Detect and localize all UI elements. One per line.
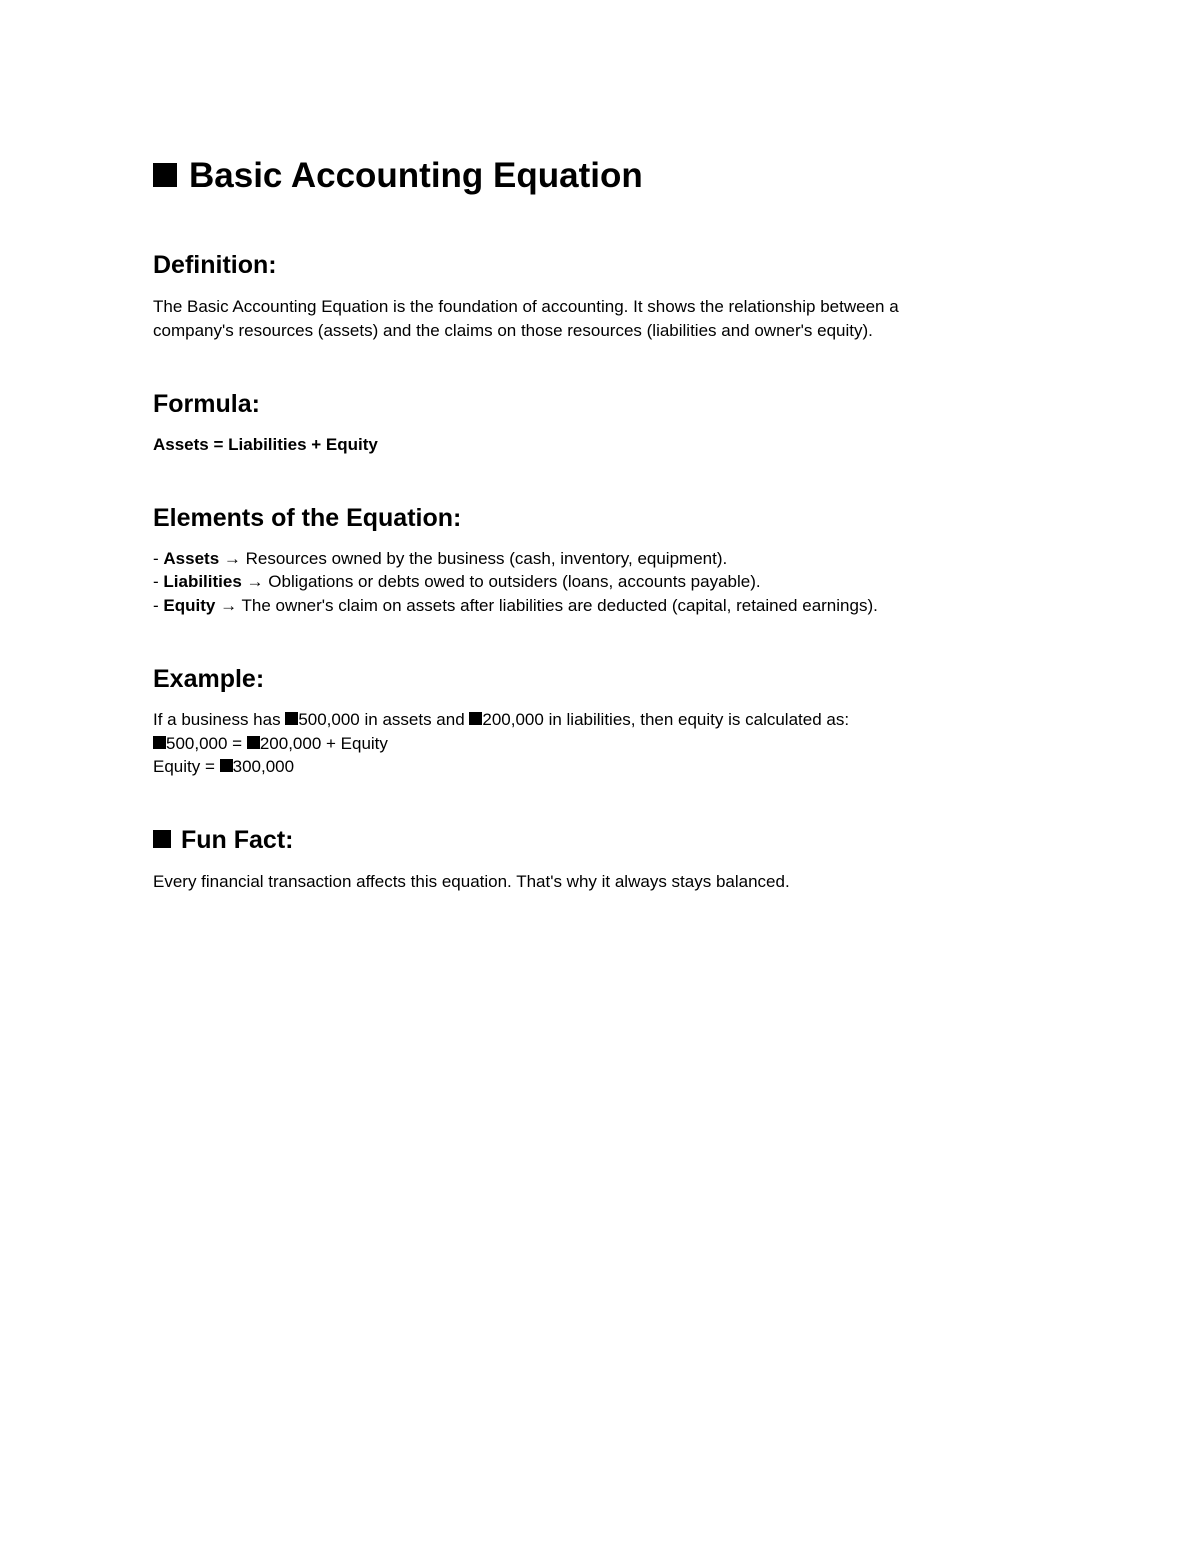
amount-assets: 500,000 (166, 733, 228, 753)
page-title (153, 152, 1053, 200)
definition-heading: Definition: (153, 251, 277, 279)
black-square-icon (285, 712, 298, 725)
amount-equity: 300,000 (232, 757, 295, 776)
equals-sign: = (227, 733, 247, 753)
definition-paragraph (153, 295, 1053, 342)
elements-list (153, 547, 1053, 618)
arrow-right-icon: → (241, 572, 269, 591)
term-assets: Assets (163, 548, 220, 568)
formula-text: Assets = Liabilities + Equity (153, 435, 378, 454)
term-equity: Equity (163, 595, 216, 615)
example-text: If a business has (153, 710, 286, 729)
black-square-icon (153, 736, 166, 749)
list-item (153, 570, 1053, 594)
arrow-right-icon: → (219, 548, 246, 568)
example-line-1 (153, 708, 1053, 732)
definition-line-1: The Basic Accounting Equation is the foundation of accounting. It shows the relationship between a (153, 297, 899, 316)
example-heading: Example: (153, 665, 265, 693)
arrow-right-icon: → (215, 595, 242, 615)
list-bullet: - (153, 595, 164, 615)
example-paragraph (153, 708, 1053, 779)
amount-liabilities: 200,000 (259, 733, 322, 753)
document-page (153, 152, 1053, 893)
example-text: Equity = (153, 757, 220, 776)
funfact-heading-text: Fun Fact: (181, 825, 294, 854)
example-line-3 (153, 755, 1053, 779)
example-text: in liabilities, then equity is calculated as: (543, 710, 850, 729)
page-title-text: Basic Accounting Equation (189, 156, 643, 195)
example-text: in assets and (359, 710, 470, 729)
funfact-text: Every financial transaction affects this equation. That's why it always stays balanced. (153, 871, 790, 891)
term-liabilities: Liabilities (163, 572, 242, 591)
list-bullet: - (153, 572, 164, 591)
black-square-icon (469, 712, 482, 725)
elements-heading: Elements of the Equation: (153, 503, 462, 532)
funfact-heading (153, 824, 1053, 856)
example-text: + Equity (321, 733, 388, 753)
term-description: Obligations or debts owed to outsiders (loans, accounts payable). (268, 572, 761, 591)
list-bullet: - (153, 548, 164, 568)
amount-assets: 500,000 (298, 710, 360, 729)
list-item (153, 547, 1053, 571)
list-item (153, 594, 1053, 618)
formula-heading: Formula: (153, 390, 260, 418)
black-square-icon (153, 830, 171, 848)
black-square-icon (153, 163, 177, 187)
definition-line-2: company's resources (assets) and the claims on those resources (liabilities and owner's equity). (153, 320, 873, 340)
black-square-icon (220, 759, 233, 772)
black-square-icon (247, 736, 260, 749)
example-line-2 (153, 732, 1053, 756)
term-description: Resources owned by the business (cash, inventory, equipment). (245, 548, 728, 568)
term-description: The owner's claim on assets after liabilities are deducted (capital, retained earnings). (241, 595, 878, 615)
amount-liabilities: 200,000 (482, 710, 544, 729)
